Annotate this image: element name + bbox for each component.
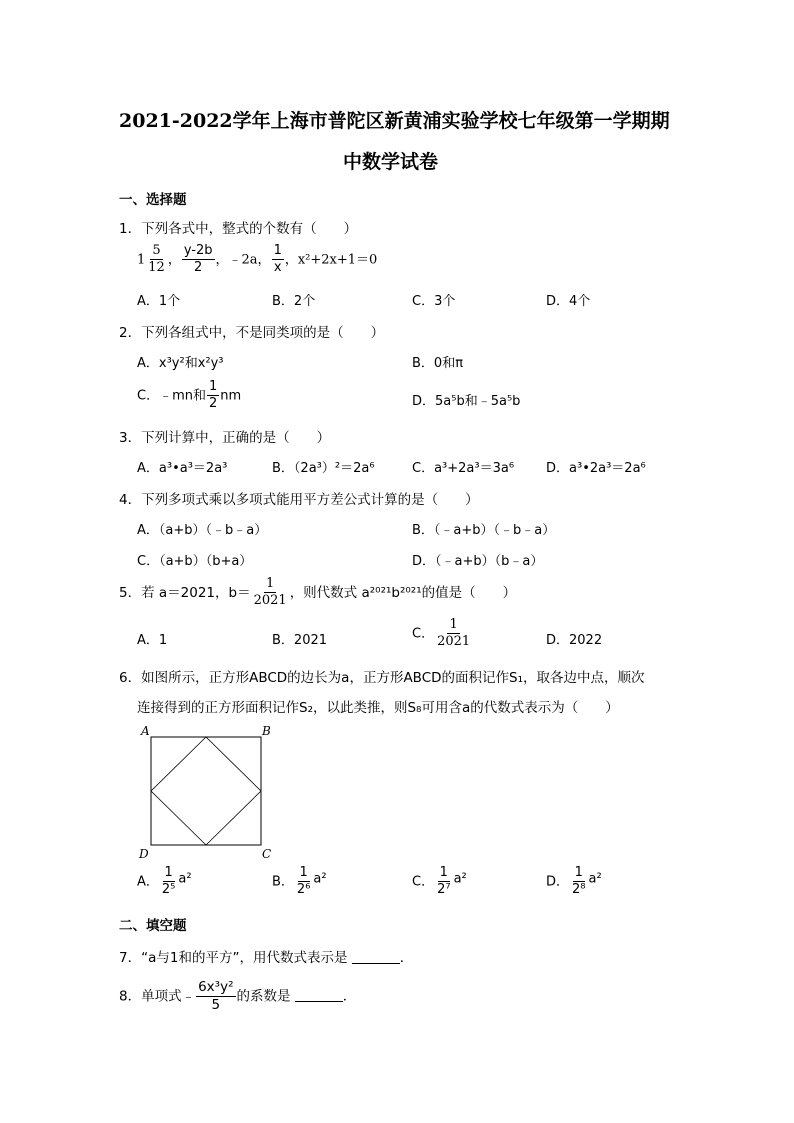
- question-5-option-d: D．2022: [546, 633, 603, 648]
- question-5-option-b: B．2021: [272, 633, 328, 648]
- question-3-option-d: D．a³•2a³＝2a⁶: [546, 461, 646, 476]
- outer-square: [151, 737, 261, 845]
- question-2-option-a: A．x³y²和x²y³: [137, 356, 224, 371]
- section-heading-fill: 二、填空题: [119, 918, 187, 934]
- question-1-option-b: B．2个: [272, 294, 316, 309]
- fraction-1-x: $\frac{1}{x}$: [273, 243, 282, 276]
- vertex-label-a: A: [141, 724, 150, 738]
- mixed-number-int: 1: [137, 252, 146, 268]
- question-4-option-a: A．（a+b）（﹣b﹣a）: [137, 523, 268, 538]
- question-3-stem: 3．下列计算中，正确的是（ ）: [119, 430, 331, 446]
- fraction-1-2021-option: $\frac{1}{2021}$: [437, 617, 471, 650]
- square-diagram: [138, 724, 278, 862]
- question-2-stem: 2．下列各组式中，不是同类项的是（ ）: [119, 325, 385, 341]
- question-1-expressions: 1 $\frac{5}{12}$ ， $\frac{y-2b}{2}$ ，﹣2a， $\frac{1}{x}$ ，x²+2x+1＝0: [137, 243, 378, 276]
- fraction-5-12: $\frac{5}{12}$: [148, 243, 165, 276]
- question-2-option-d: D．5a⁵b和﹣5a⁵b: [412, 394, 521, 409]
- question-5-option-a: A．1: [137, 633, 168, 648]
- expr-neg-2a: ，﹣2a，: [215, 252, 271, 268]
- question-4-option-b: B．（﹣a+b）（﹣b﹣a）: [412, 523, 556, 538]
- question-1-option-d: D．4个: [546, 294, 591, 309]
- question-6-option-c: C． $\frac{1}{\text{2⁷}}$ a²: [412, 865, 467, 898]
- question-5-option-c: C． $\frac{1}{2021}$: [412, 617, 471, 650]
- vertex-label-c: C: [262, 847, 272, 861]
- fraction-1-2: $\frac{1}{2}$: [208, 379, 218, 412]
- fraction-1-over-2-6: $\frac{1}{\text{2⁶}}$: [296, 865, 311, 898]
- section-heading-choice: 一、选择题: [119, 192, 187, 208]
- expr-equation: ，x²+2x+1＝0: [284, 252, 378, 268]
- fraction-6x3y2-5: $\frac{\text{6x³y²}}{5}$: [198, 979, 234, 1013]
- fraction-1-over-2-7: $\frac{1}{\text{2⁷}}$: [437, 865, 451, 898]
- question-6-option-a: A． $\frac{1}{\text{2⁵}}$ a²: [137, 865, 192, 898]
- question-1-stem: 1．下列各式中，整式的个数有（ ）: [119, 221, 358, 237]
- fraction-1-over-2-8: $\frac{1}{\text{2⁸}}$: [572, 865, 586, 898]
- question-6-option-b: B． $\frac{1}{\text{2⁶}}$ a²: [272, 865, 327, 898]
- fraction-1-2021: $\frac{1}{2021}$: [253, 576, 287, 609]
- inner-square: [151, 737, 261, 845]
- answer-blank-8[interactable]: [295, 1001, 343, 1002]
- question-6-stem-line-1: 6．如图所示，正方形ABCD的边长为a，正方形ABCD的面积记作S₁，取各边中点，顺次: [119, 670, 645, 686]
- question-7-stem: 7．“a与1和的平方”，用代数式表示是 ．: [119, 950, 414, 966]
- answer-blank-7[interactable]: [352, 963, 400, 964]
- question-4-option-d: D．（﹣a+b）（b﹣a）: [412, 554, 544, 569]
- fraction-y-2b-2: $\frac{y-2b}{2}$: [183, 243, 213, 276]
- question-4-stem: 4．下列多项式乘以多项式能用平方差公式计算的是（ ）: [119, 492, 479, 508]
- question-8-stem: 8．单项式﹣ $\frac{\text{6x³y²}}{5}$ 的系数是 ．: [119, 979, 357, 1013]
- page-title-line-1: 2021-2022学年上海市普陀区新黄浦实验学校七年级第一学期期: [119, 110, 670, 132]
- vertex-label-d: D: [139, 847, 149, 861]
- question-6-stem-line-2: 连接得到的正方形面积记作S₂，以此类推，则S₈可用含a的代数式表示为（ ）: [137, 700, 619, 716]
- question-3-option-b: B．（2a³）²＝2a⁶: [272, 461, 375, 476]
- question-4-option-c: C．（a+b）（b+a）: [137, 554, 253, 569]
- question-2-option-b: B．0和π: [412, 356, 464, 371]
- fraction-1-over-2-5: $\frac{1}{\text{2⁵}}$: [161, 865, 176, 898]
- question-1-option-a: A．1个: [137, 294, 181, 309]
- square-figure: [138, 724, 278, 862]
- question-5-stem: 5．若 a＝2021，b＝ $\frac{1}{2021}$ ，则代数式 a²⁰²¹b²⁰²¹的值是（ ）: [119, 576, 517, 609]
- question-3-option-c: C．a³+2a³＝3a⁶: [412, 461, 515, 476]
- question-6-option-d: D． $\frac{1}{\text{2⁸}}$ a²: [546, 865, 602, 898]
- question-2-option-c: C．﹣mn和 $\frac{1}{2}$ nm: [137, 379, 242, 412]
- page-title-line-2: 中数学试卷: [343, 151, 439, 173]
- question-3-option-a: A．a³•a³＝2a³: [137, 461, 228, 476]
- question-1-option-c: C．3个: [412, 294, 456, 309]
- vertex-label-b: B: [262, 724, 271, 738]
